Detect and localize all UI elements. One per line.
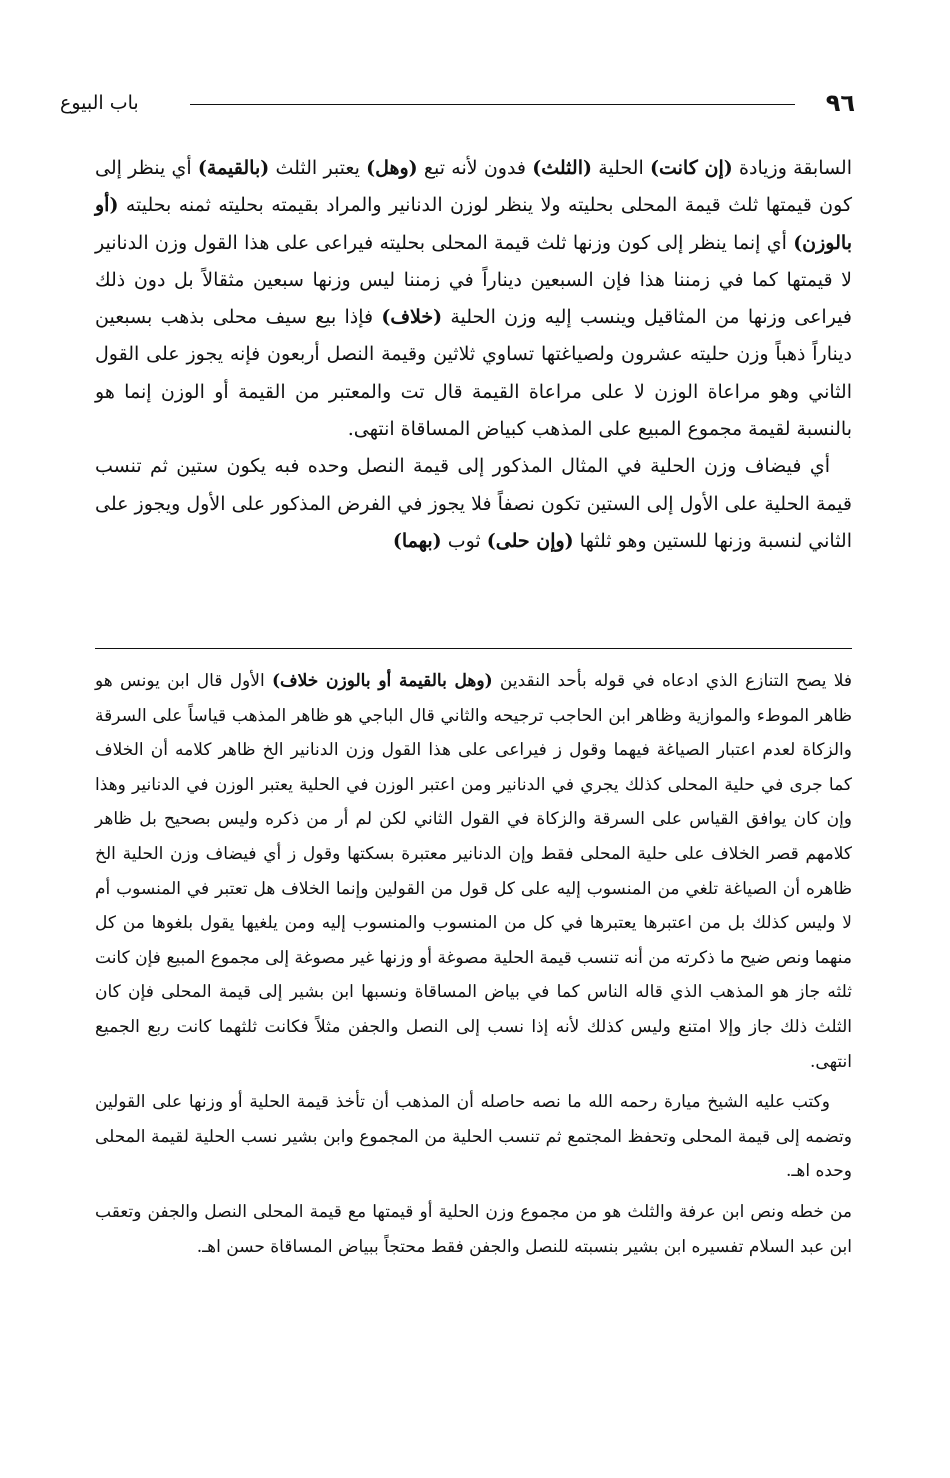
page-header [60, 88, 855, 120]
footnote-text [95, 664, 852, 1264]
footnote-divider [95, 648, 852, 649]
chapter-title: باب البيوع [60, 92, 139, 114]
main-paragraph-1: السابقة وزيادة (إن كانت) الحلية (الثلث) فدون لأنه تبع (وهل) يعتبر الثلث (بالقيمة) أي ينظر إلى كون قيمتها ثلث قيمة المحلى بحليته ولا ينظر لوزن الدنانير والمراد بقيمته بحليته ثمنه بحليته (أو بالوزن) أي إنما ينظر إلى كون وزنها ثلث قيمة المحلى بحليته فيراعى على هذا القول وزن الدنانير لا قيمتها كما في زمننا هذا فإن السبعين ديناراً في زمننا ليس وزنها سبعين مثقالاً بل دون ذلك فيراعى وزنها من المثاقيل وينسب إليه وزن الحلية (خلاف) فإذا بيع سيف محلى بذهب بسبعين ديناراً ذهباً وزن حليته عشرون ولصياغتها تساوي ثلاثين وقيمة النصل أربعون فإنه يجوز على القول الثاني وهو مراعاة الوزن لا على مراعاة القيمة قال تت والمعتبر من القيمة أو الوزن إنما هو بالنسبة لقيمة مجموع المبيع على المذهب كبياض المساقاة انتهى. [95, 157, 853, 441]
header-rule [190, 104, 795, 105]
footnote-paragraph-2: وكتب عليه الشيخ ميارة رحمه الله ما نصه حاصله أن المذهب أن تأخذ قيمة الحلية أو وزنها على القولين وتضمه إلى قيمة المحلى وتحفظ المجتمع ثم تنسب الحلية من المجموع وابن بشير نسب الحلية لقيمة المحلى وحده اهـ. [95, 1092, 852, 1182]
footnote-paragraph-1: فلا يصح التنازع الذي ادعاه في قوله بأحد النقدين (وهل بالقيمة أو بالوزن خلاف) الأول قال ابن يونس هو ظاهر الموطء والموازية وظاهر ابن الحاجب ترجيحه والثاني قال الباجي هو ظاهر المذهب قياساً على السرقة والزكاة لعدم اعتبار الصياغة فيهما وقول ز فيراعى على هذا القول وزن الدنانير الخ ظاهر كلامه أن الخلاف كما جرى في حلية المحلى كذلك يجري في الدنانير ومن اعتبر الوزن في الحلية يعتبر الوزن في الدنانير وهذا وإن كان يوافق القياس على السرقة والزكاة في القول الثاني لكن لم أر من ذكره وليس بصحيح بل ظاهر كلامهم قصر الخلاف على حلية المحلى فقط وإن الدنانير معتبرة بسكتها وقول ز أي فيضاف وزن الحلية الخ ظاهره أن الصياغة تلغي من المنسوب إليه على كل قول من القولين وإنما الخلاف هل تعتبر في المنسوب أم لا وليس كذلك بل من اعتبرها يعتبرها في كل من المنسوب والمنسوب إليه ومن يلغيها يقول بلغوها من كل منهما ونص ضيح ما ذكرته من أنه تنسب قيمة الحلية مصوغة أو وزنها غير مصوغة إلى مجموع المبيع فإن كانت ثلثه جاز هو المذهب الذي قاله الناس كما في بياض المساقاة ونسبها ابن بشير إلى قيمة المحلى فإن كان الثلث ذلك جاز وإلا امتنع وليس كذلك لأنه إذا نسب إلى النصل والجفن مثلاً فكانت ثلثهما كانت ربع الجميع انتهى. [95, 671, 852, 1072]
main-text [95, 150, 852, 560]
main-paragraph-2: أي فيضاف وزن الحلية في المثال المذكور إلى قيمة النصل وحده فبه يكون ستين ثم تنسب قيمة الحلية على الأول إلى الستين تكون نصفاً فلا يجوز في الفرض المذكور على الأول ويجوز على الثاني لنسبة وزنها للستين وهو ثلثها (وإن حلى) ثوب (بهما) [95, 455, 852, 552]
page-number: ٩٦ [825, 89, 855, 117]
footnote-paragraph-3: من خطه ونص ابن عرفة والثلث هو من مجموع وزن الحلية أو قيمتها مع قيمة المحلى النصل والجفن وتعقب ابن عبد السلام تفسيره ابن بشير بنسبته للنصل والجفن فقط محتجاً ببياض المساقاة حسن اهـ. [95, 1201, 852, 1257]
